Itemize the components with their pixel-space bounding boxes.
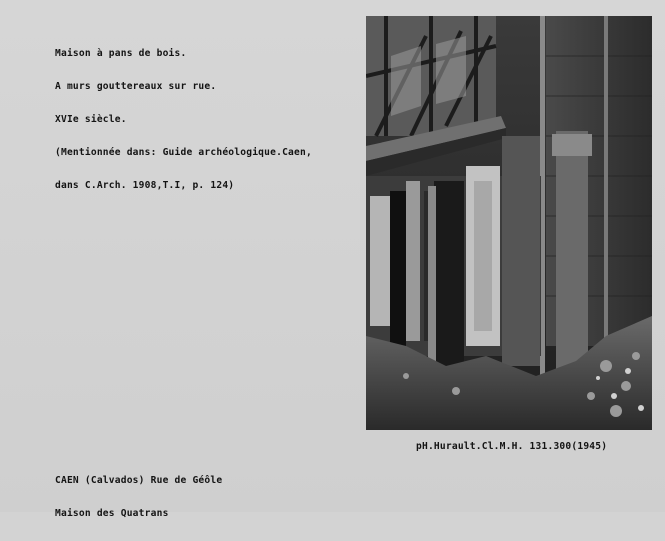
description-line: (Mentionnée dans: Guide archéologique.Caen, [55, 147, 312, 158]
location-block [55, 453, 222, 541]
photograph [366, 16, 652, 430]
description-line: Maison à pans de bois. [55, 48, 187, 59]
description-line: dans C.Arch. 1908,T.I, p. 124) [55, 180, 235, 191]
photo-credit: pH.Hurault.Cl.M.H. 131.300(1945) [416, 441, 608, 452]
building-photo-illustration [366, 16, 652, 430]
description-block [55, 26, 312, 213]
location-line-building: Maison des Quatrans [55, 508, 169, 519]
description-line: A murs gouttereaux sur rue. [55, 81, 217, 92]
location-line-city-street: CAEN (Calvados) Rue de Géôle [55, 475, 223, 486]
description-line: XVIe siècle. [55, 114, 127, 125]
